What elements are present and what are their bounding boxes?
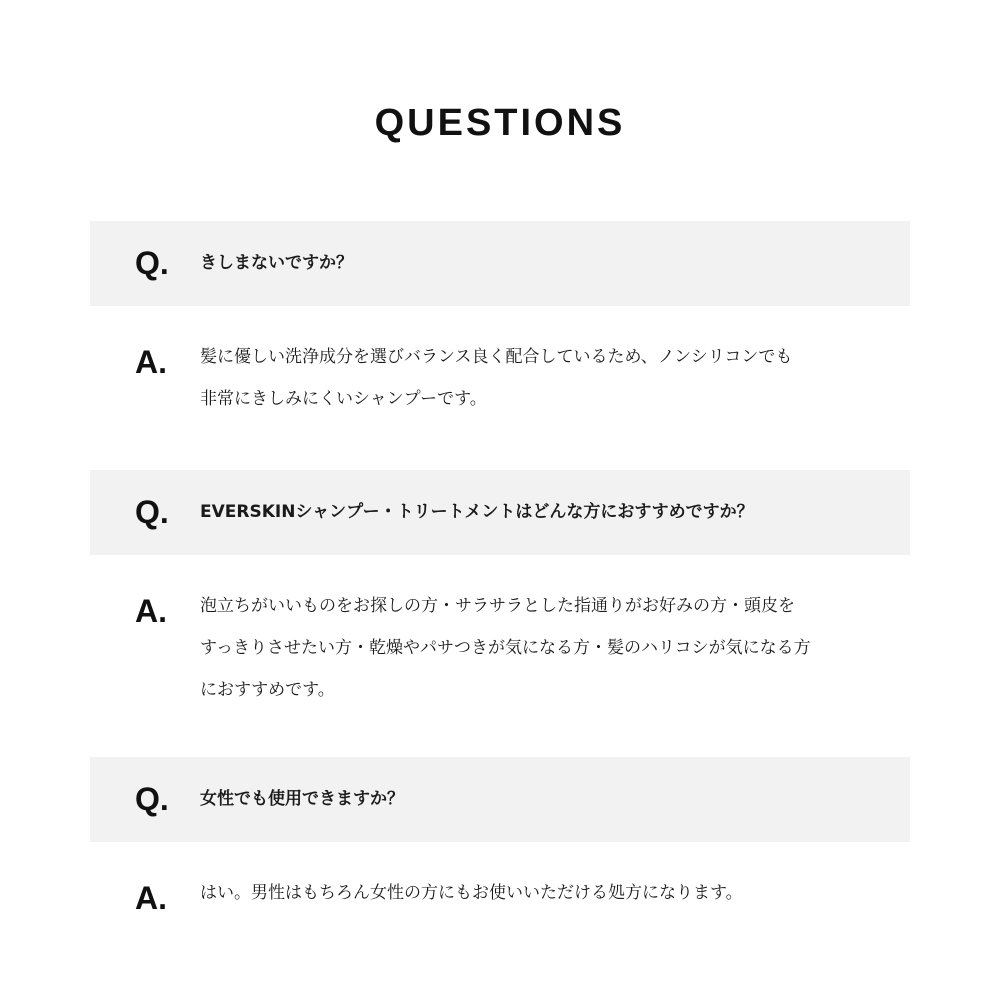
page-title: QUESTIONS [374, 102, 626, 144]
answer-line: 髪に優しい洗浄成分を選びバランス良く配合しているため、ノンシリコンでも [200, 347, 793, 367]
answer-text-1 [200, 336, 890, 420]
question-text-3: 女性でも使用できますか？ [200, 789, 404, 809]
q-marker: Q. [135, 781, 169, 817]
answer-line: 泡立ちがいいものをお探しの方・サラサラとした指通りがお好みの方・頭皮を [200, 596, 795, 616]
a-marker: A. [135, 593, 167, 629]
answer-text-3 [200, 872, 890, 914]
answer-text-2 [200, 585, 890, 711]
answer-line: はい。男性はもちろん女性の方にもお使いいただける処方になります。 [200, 883, 743, 903]
question-text-2: EVERSKINシャンプー・トリートメントはどんな方におすすめですか？ [200, 502, 754, 522]
q-marker: Q. [135, 245, 169, 281]
faq-question-2[interactable] [90, 470, 910, 555]
question-text-1: きしまないですか？ [200, 253, 353, 273]
q-marker: Q. [135, 494, 169, 530]
faq-question-3[interactable] [90, 757, 910, 842]
faq-question-1[interactable] [90, 221, 910, 306]
answer-line: すっきりさせたい方・乾燥やパサつきが気になる方・髪のハリコシが気になる方 [200, 638, 811, 658]
a-marker: A. [135, 344, 167, 380]
answer-line: 非常にきしみにくいシャンプーです。 [200, 389, 487, 409]
answer-line: におすすめです。 [200, 680, 335, 700]
a-marker: A. [135, 880, 167, 916]
